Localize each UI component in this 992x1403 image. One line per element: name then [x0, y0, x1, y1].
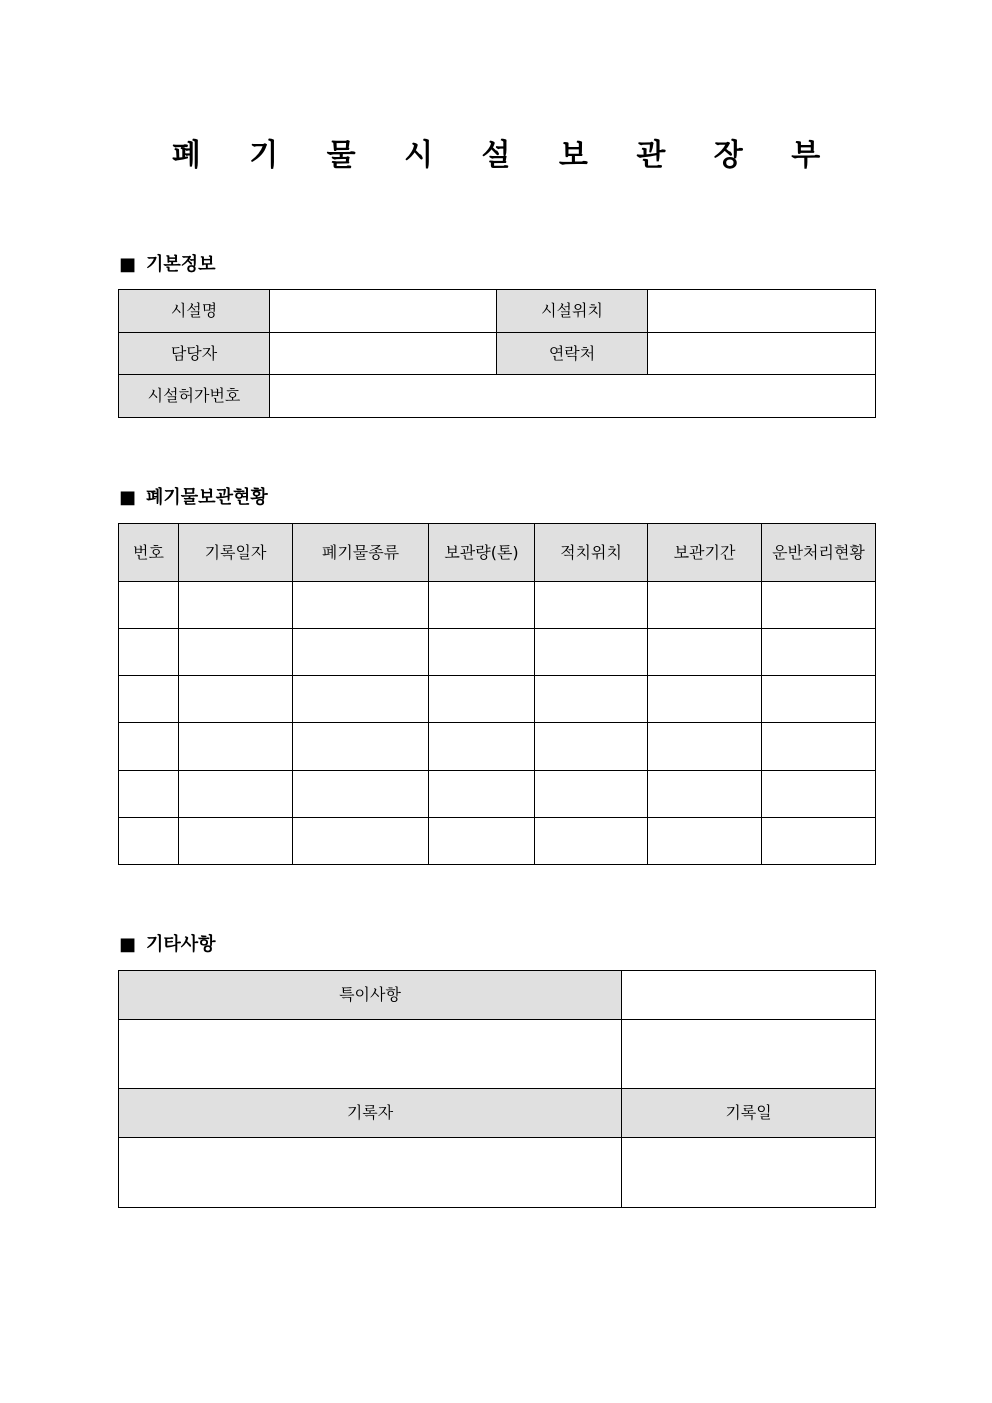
table-cell[interactable]: [119, 723, 179, 771]
table-cell[interactable]: [429, 771, 535, 818]
column-header-waste-type: 폐기물종류: [293, 524, 429, 582]
table-row: [119, 723, 876, 771]
table-cell[interactable]: [535, 629, 648, 676]
table-row: [119, 771, 876, 818]
table-cell[interactable]: [293, 676, 429, 723]
square-bullet-icon: ■: [119, 254, 137, 275]
column-header-storage-amount: 보관량(톤): [429, 524, 535, 582]
table-cell[interactable]: [119, 771, 179, 818]
table-cell[interactable]: [648, 818, 762, 865]
recorder-field[interactable]: [119, 1138, 622, 1208]
manager-field[interactable]: [270, 333, 497, 375]
table-cell[interactable]: [648, 582, 762, 629]
manager-label: 담당자: [119, 333, 270, 375]
section-heading-other: [119, 933, 216, 957]
table-row: [119, 1020, 876, 1089]
table-cell[interactable]: [293, 771, 429, 818]
facility-name-field[interactable]: [270, 290, 497, 333]
table-cell[interactable]: [179, 818, 293, 865]
table-cell[interactable]: [119, 818, 179, 865]
section-title-other: 기타사항: [146, 934, 216, 955]
table-cell[interactable]: [179, 582, 293, 629]
remarks-extra-field[interactable]: [622, 1020, 876, 1089]
column-header-storage-period: 보관기간: [648, 524, 762, 582]
record-date-label: 기록일: [622, 1089, 876, 1138]
table-cell[interactable]: [293, 723, 429, 771]
record-date-field[interactable]: [622, 1138, 876, 1208]
table-cell[interactable]: [535, 818, 648, 865]
remarks-label: 특이사항: [119, 971, 622, 1020]
table-cell[interactable]: [648, 629, 762, 676]
facility-name-label: 시설명: [119, 290, 270, 333]
table-cell[interactable]: [429, 818, 535, 865]
recorder-label: 기록자: [119, 1089, 622, 1138]
table-row: [119, 1089, 876, 1138]
table-cell[interactable]: [762, 582, 876, 629]
remarks-side-field[interactable]: [622, 971, 876, 1020]
table-cell[interactable]: [179, 629, 293, 676]
basic-info-table: [118, 289, 876, 418]
table-cell[interactable]: [293, 582, 429, 629]
table-cell[interactable]: [119, 582, 179, 629]
square-bullet-icon: ■: [119, 487, 137, 508]
table-cell[interactable]: [293, 629, 429, 676]
contact-label: 연락처: [497, 333, 648, 375]
remarks-field[interactable]: [119, 1020, 622, 1089]
column-header-record-date: 기록일자: [179, 524, 293, 582]
column-header-number: 번호: [119, 524, 179, 582]
table-cell[interactable]: [535, 771, 648, 818]
table-row: [119, 1138, 876, 1208]
permit-number-label: 시설허가번호: [119, 375, 270, 418]
table-cell[interactable]: [535, 676, 648, 723]
table-row: [119, 676, 876, 723]
table-row: [119, 971, 876, 1020]
table-cell[interactable]: [429, 723, 535, 771]
section-title-basic: 기본정보: [146, 254, 216, 275]
table-cell[interactable]: [429, 676, 535, 723]
page-title: 폐 기 물 시 설 보 관 장 부: [171, 138, 840, 173]
table-cell[interactable]: [535, 723, 648, 771]
table-row: [119, 818, 876, 865]
section-heading-basic: [119, 253, 216, 277]
table-cell[interactable]: [429, 629, 535, 676]
table-cell[interactable]: [179, 676, 293, 723]
table-cell[interactable]: [762, 723, 876, 771]
table-cell[interactable]: [179, 723, 293, 771]
table-cell[interactable]: [119, 676, 179, 723]
table-cell[interactable]: [648, 723, 762, 771]
table-cell[interactable]: [429, 582, 535, 629]
facility-location-field[interactable]: [648, 290, 876, 333]
facility-location-label: 시설위치: [497, 290, 648, 333]
table-cell[interactable]: [762, 676, 876, 723]
table-row: [119, 290, 876, 333]
column-header-transport-status: 운반처리현황: [762, 524, 876, 582]
section-heading-storage: [119, 486, 268, 510]
permit-number-field[interactable]: [270, 375, 876, 418]
table-row: [119, 629, 876, 676]
table-header-row: [119, 524, 876, 582]
table-cell[interactable]: [179, 771, 293, 818]
table-cell[interactable]: [293, 818, 429, 865]
other-info-table: [118, 970, 876, 1208]
table-cell[interactable]: [119, 629, 179, 676]
table-row: [119, 333, 876, 375]
table-row: [119, 375, 876, 418]
contact-field[interactable]: [648, 333, 876, 375]
storage-status-table: [118, 523, 876, 865]
table-cell[interactable]: [648, 676, 762, 723]
table-row: [119, 582, 876, 629]
table-cell[interactable]: [535, 582, 648, 629]
square-bullet-icon: ■: [119, 934, 137, 955]
table-cell[interactable]: [762, 629, 876, 676]
table-cell[interactable]: [648, 771, 762, 818]
column-header-pile-location: 적치위치: [535, 524, 648, 582]
table-cell[interactable]: [762, 771, 876, 818]
section-title-storage: 폐기물보관현황: [146, 487, 268, 508]
table-cell[interactable]: [762, 818, 876, 865]
